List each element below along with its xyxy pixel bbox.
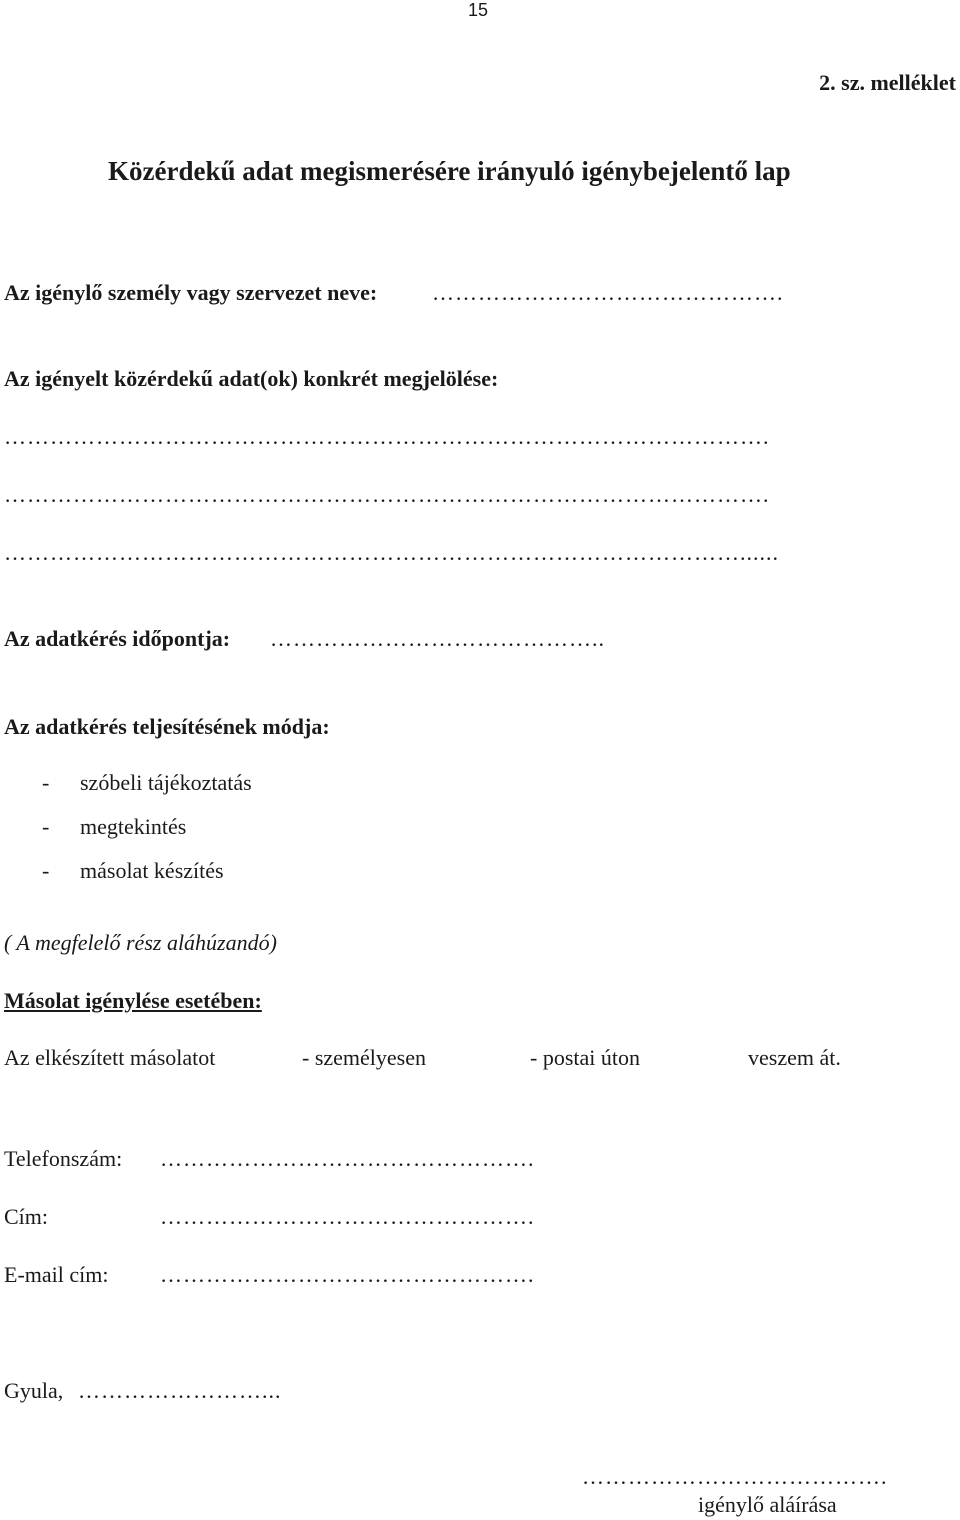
requester-name-field[interactable]: ………………………………………. [432,280,784,305]
requested-data-line-3[interactable]: ……………………………………………………………………………………...... [4,540,779,565]
address-field[interactable]: …………………………………………. [160,1204,535,1229]
document-title: Közérdekű adat megismerésére irányuló igénybejelentő lap [108,156,791,186]
email-field[interactable]: …………………………………………. [160,1262,535,1287]
address-label: Cím: [4,1204,49,1229]
phone-label: Telefonszám: [4,1146,123,1171]
option-dash: - [42,814,50,839]
option-copy[interactable]: másolat készítés [80,858,224,883]
option-oral-information[interactable]: szóbeli tájékoztatás [80,770,252,795]
requested-data-line-1[interactable]: ………………………………………………………………………………………. [4,424,770,449]
copy-delivery-suffix: veszem át. [748,1045,841,1070]
page-number: 15 [468,0,489,20]
copy-option-personal[interactable]: - személyesen [302,1045,426,1070]
copy-option-post[interactable]: - postai úton [530,1045,640,1070]
option-dash: - [42,770,50,795]
requested-data-line-2[interactable]: ………………………………………………………………………………………. [4,482,770,507]
option-inspection[interactable]: megtekintés [80,814,187,839]
request-date-label: Az adatkérés időpontja: [4,626,231,651]
signature-line[interactable]: …………………………………. [582,1464,888,1489]
copy-delivery-prefix: Az elkészített másolatot [4,1045,216,1070]
underline-note: ( A megfelelő rész aláhúzandó) [4,930,277,955]
requested-data-label: Az igényelt közérdekű adat(ok) konkrét megjelölése: [4,366,499,391]
fulfillment-label: Az adatkérés teljesítésének módja: [4,714,330,739]
copy-section-heading: Másolat igénylése esetében: [4,988,262,1013]
phone-field[interactable]: …………………………………………. [160,1146,535,1171]
place-date-field[interactable]: ……………………... [78,1378,282,1403]
place-label: Gyula, [4,1378,64,1403]
request-date-field[interactable]: …………………………………….. [270,626,605,651]
option-dash: - [42,858,50,883]
annex-label: 2. sz. melléklet [819,70,956,95]
requester-name-label: Az igénylő személy vagy szervezet neve: [4,280,378,305]
signature-label: igénylő aláírása [698,1492,837,1517]
email-label: E-mail cím: [4,1262,109,1287]
